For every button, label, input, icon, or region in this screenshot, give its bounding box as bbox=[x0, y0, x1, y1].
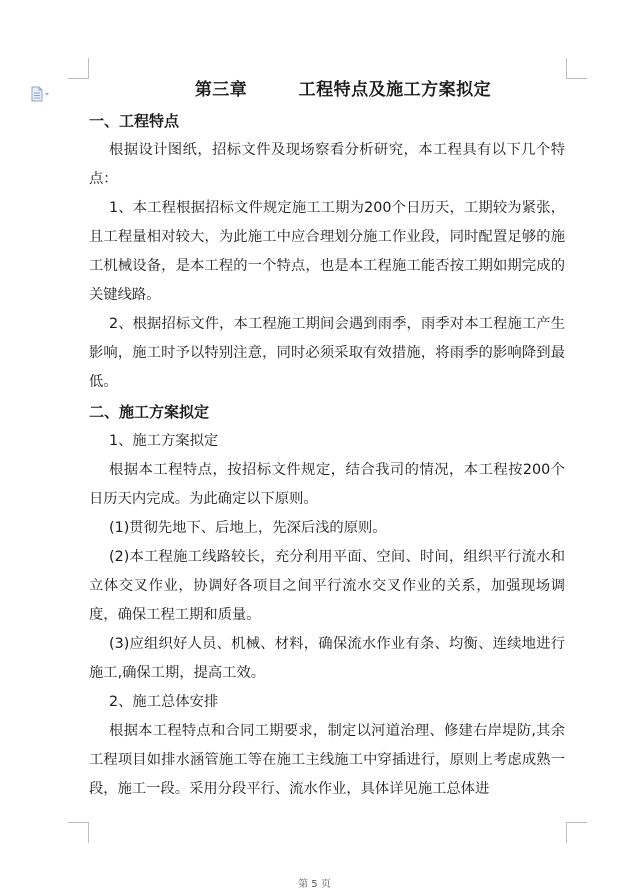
paragraph: 1、本工程根据招标文件规定施工工期为200个日历天，工期较为紧张，且工程量相对较大，为此施工中应合理划分施工作业段，同时配置足够的施工机械设备，是本工程的一个特点，也是本工程施工能否按工期如期完成的关键线路。 bbox=[89, 200, 565, 303]
paragraph: 根据设计图纸，招标文件及现场察看分析研究，本工程具有以下几个特点： bbox=[89, 142, 565, 187]
chapter-title: 第三章 工程特点及施工方案拟定 bbox=[194, 80, 492, 100]
page-corner-top-right bbox=[566, 58, 587, 79]
page-corner-bottom-left bbox=[68, 822, 89, 843]
page-corner-bottom-right bbox=[566, 822, 587, 843]
section-heading: 一、工程特点 bbox=[89, 112, 180, 130]
paragraph: 1、施工方案拟定 bbox=[109, 433, 219, 449]
section-heading: 二、施工方案拟定 bbox=[89, 403, 210, 421]
document-icon[interactable] bbox=[31, 86, 51, 102]
paragraph: 2、施工总体安排 bbox=[109, 694, 219, 710]
paragraph: 根据本工程特点，按招标文件规定，结合我司的情况，本工程按200个日历天内完成。为此确定以下原则。 bbox=[89, 462, 565, 507]
paragraph: (1)贯彻先地下、后地上，先深后浅的原则。 bbox=[109, 520, 387, 536]
page-corner-top-left bbox=[68, 58, 89, 79]
paragraph: 根据本工程特点和合同工期要求，制定以河道治理、修建右岸堤防,其余工程项目如排水涵管施工等在施工主线施工中穿插进行，原则上考虑成熟一段，施工一段。采用分段平行、流水作业，具体详见施工总体进 bbox=[89, 723, 565, 797]
page-number: 第 5 页 bbox=[298, 879, 331, 890]
document-body bbox=[89, 74, 565, 804]
paragraph: (2)本工程施工线路较长，充分利用平面、空间、时间，组织平行流水和立体交叉作业，协调好各项目之间平行流水交叉作业的关系，加强现场调度，确保工程工期和质量。 bbox=[89, 549, 565, 623]
paragraph: (3)应组织好人员、机械、材料，确保流水作业有条、均衡、连续地进行施工,确保工期，提高工效。 bbox=[89, 636, 565, 681]
paragraph: 2、根据招标文件，本工程施工期间会遇到雨季，雨季对本工程施工产生影响，施工时予以特别注意，同时必须采取有效措施，将雨季的影响降到最低。 bbox=[89, 316, 565, 390]
